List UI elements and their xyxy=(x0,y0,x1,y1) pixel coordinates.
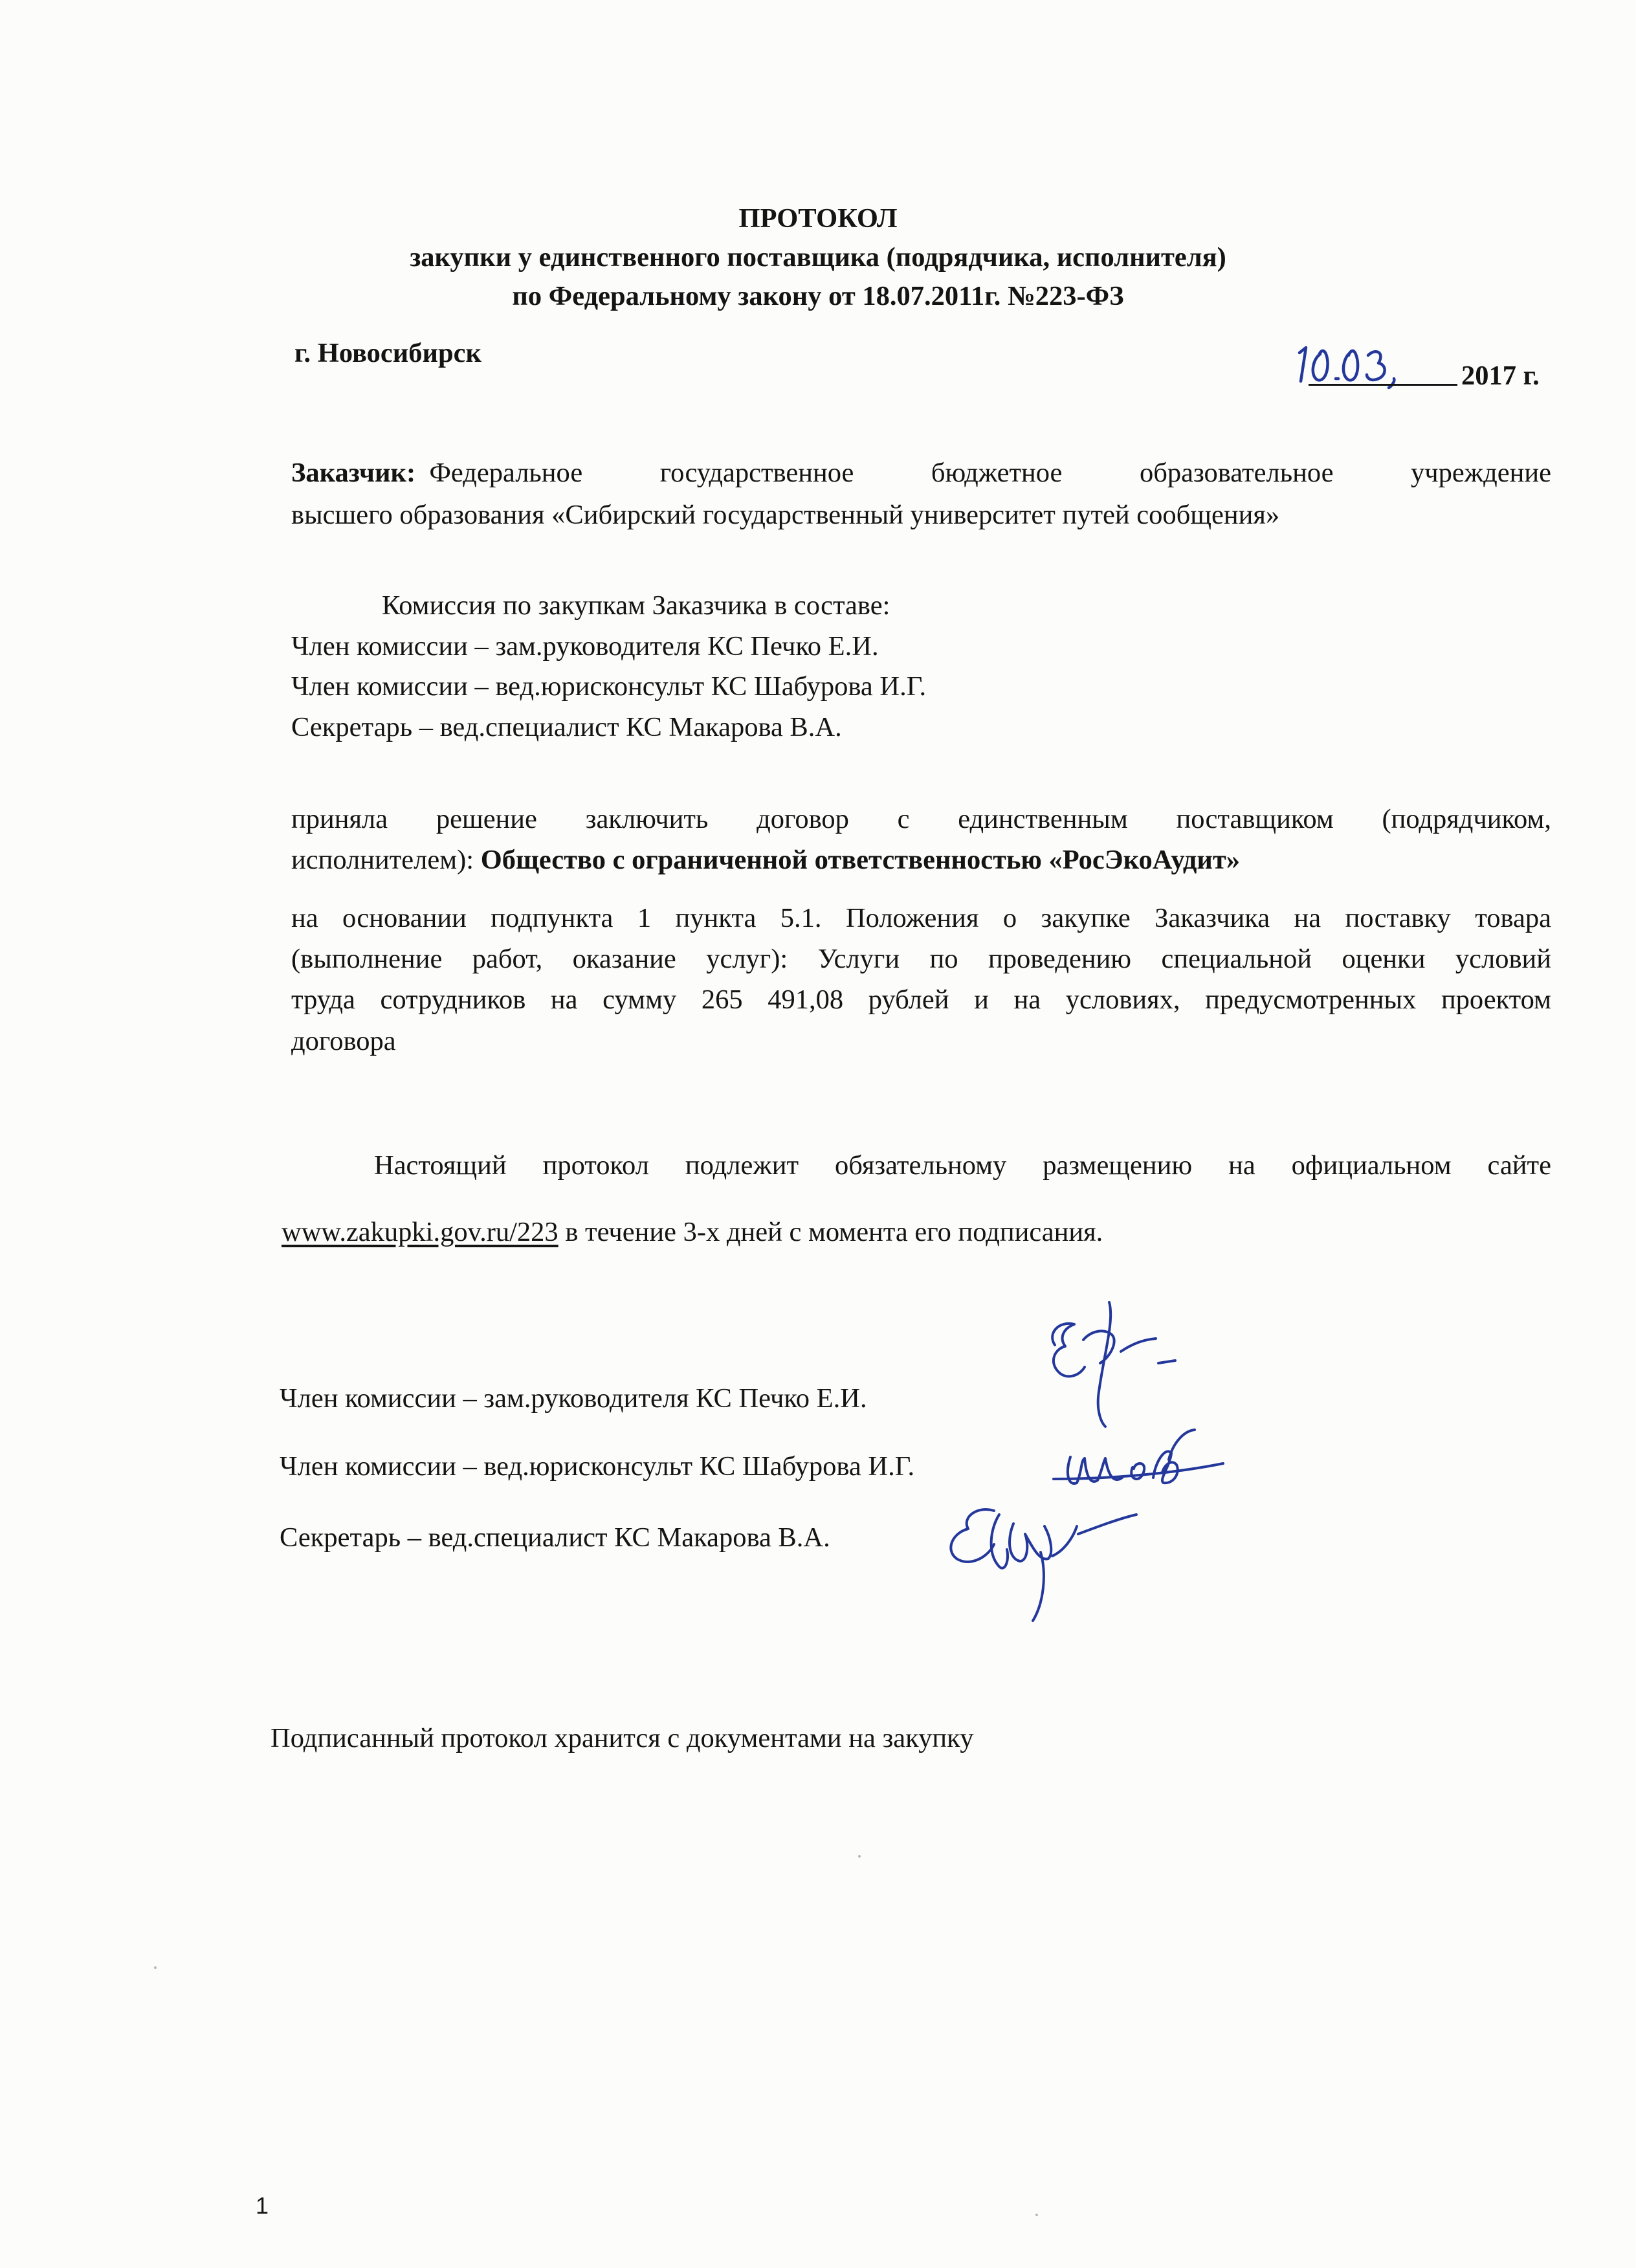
decision-sum-box xyxy=(291,986,1551,1014)
decision-line1-box xyxy=(291,806,1551,834)
customer-label: Заказчик: xyxy=(291,458,416,488)
decision-service-box xyxy=(291,946,1551,973)
page-number: 1 xyxy=(256,2192,269,2219)
scan-speck xyxy=(1035,2214,1038,2216)
signature-line-shaburova: Член комиссии – вед.юрисконсульт КС Шабурова И.Г. xyxy=(280,1451,915,1482)
decision-line4: (выполнение работ, оказание услуг): Услуги по проведению специальной оценки условий xyxy=(291,944,1551,974)
commission-member: Секретарь – вед.специалист КС Макарова В.А. xyxy=(291,712,842,742)
document-subtitle-line1: закупки у единственного поставщика (подрядчика, исполнителя) xyxy=(410,242,1226,272)
decision-line1: приняла решение заключить договор с единственным поставщиком (подрядчиком, xyxy=(291,804,1551,834)
document-subtitle-line2: по Федеральному закону от 18.07.2011г. №223-ФЗ xyxy=(512,281,1124,311)
customer-paragraph xyxy=(291,460,1551,487)
document-title: ПРОТОКОЛ xyxy=(738,203,898,234)
supplier-name: Общество с ограниченной ответственностью «РосЭкоАудит» xyxy=(480,845,1241,875)
commission-member: Член комиссии – вед.юрисконсульт КС Шабурова И.Г. xyxy=(291,671,927,702)
customer-name-part1: Федеральное государственное бюджетное образовательное учреждение xyxy=(429,458,1551,488)
year: 2017 г. xyxy=(1461,361,1540,391)
customer-name-part2: высшего образования «Сибирский государственный университет путей сообщения» xyxy=(291,500,1280,530)
closing-note: Подписанный протокол хранится с документами на закупку xyxy=(271,1723,974,1753)
date-blank-line xyxy=(1309,384,1457,386)
decision-line6: договора xyxy=(291,1026,396,1056)
signature-line-pechko: Член комиссии – зам.руководителя КС Печко Е.И. xyxy=(280,1383,867,1414)
decision-prefix: исполнителем): xyxy=(291,845,474,875)
signature-pechko xyxy=(1029,1295,1191,1430)
scan-speck xyxy=(154,1966,157,1969)
city: г. Новосибирск xyxy=(294,338,481,368)
commission-intro: Комиссия по закупкам Заказчика в составе: xyxy=(382,590,890,621)
publication-line2 xyxy=(282,1219,1103,1247)
signature-makarova xyxy=(932,1489,1139,1631)
decision-line3: на основании подпункта 1 пункта 5.1. Положения о закупке Заказчика на поставку товара xyxy=(291,903,1551,933)
decision-line2 xyxy=(291,847,1240,874)
publication-line1: Настоящий протокол подлежит обязательному размещению на официальном сайте xyxy=(374,1150,1551,1181)
publication-deadline: в течение 3-х дней с момента его подписания. xyxy=(558,1217,1103,1247)
procurement-site-link[interactable]: www.zakupki.gov.ru/223 xyxy=(282,1217,558,1247)
customer-line1 xyxy=(291,460,1551,487)
scan-speck xyxy=(858,1855,861,1858)
commission-member: Член комиссии – зам.руководителя КС Печко Е.И. xyxy=(291,631,879,662)
decision-line5: труда сотрудников на сумму 265 491,08 рублей и на условиях, предусмотренных проектом xyxy=(291,984,1551,1015)
signature-line-makarova: Секретарь – вед.специалист КС Макарова В.А. xyxy=(280,1522,830,1553)
decision-basis-box xyxy=(291,905,1551,933)
handwritten-date xyxy=(1288,333,1456,392)
